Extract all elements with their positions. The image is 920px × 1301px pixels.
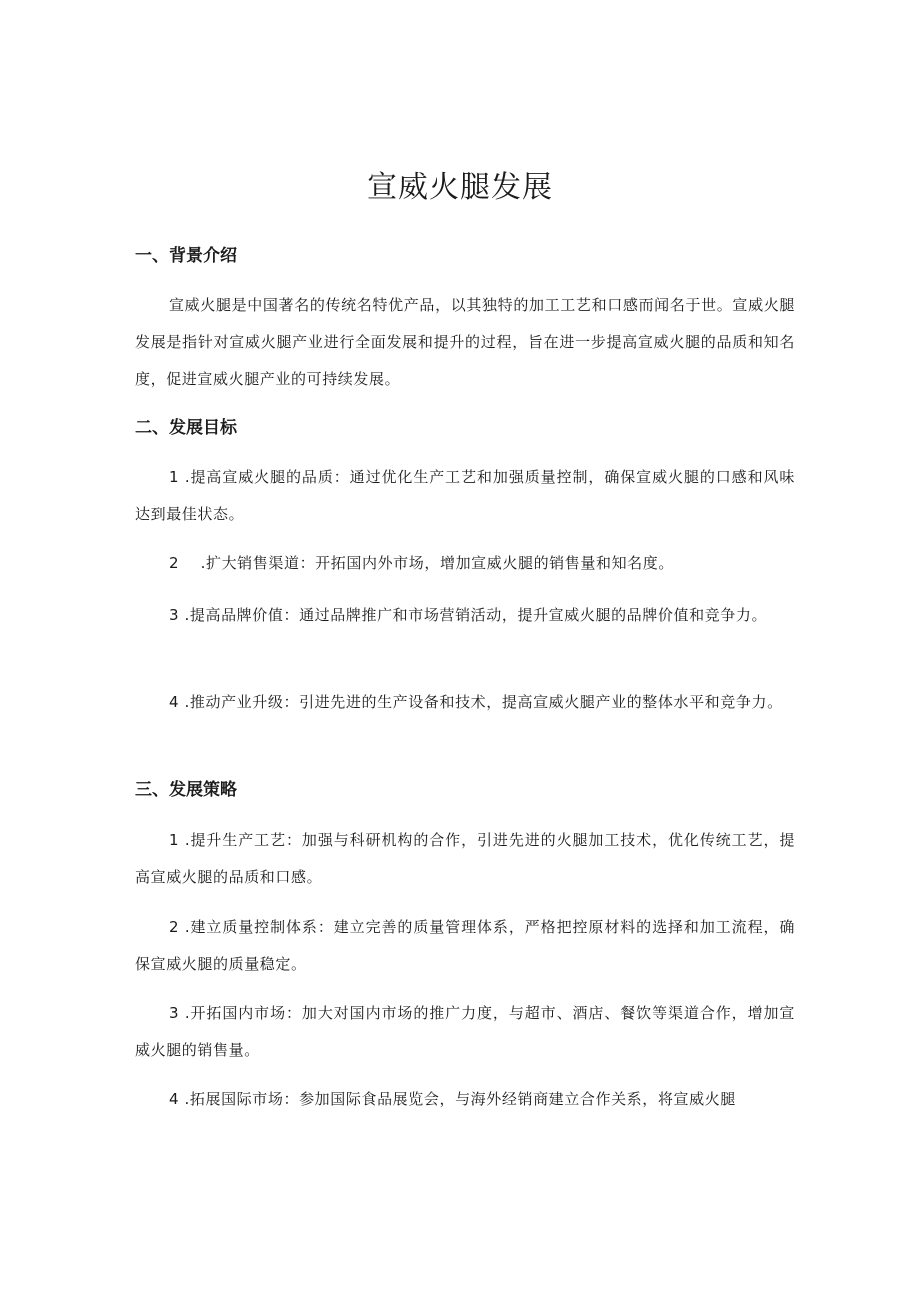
paragraph-goal-4: 4 .推动产业升级：引进先进的生产设备和技术，提高宣威火腿产业的整体水平和竞争力。 [169, 693, 783, 711]
paragraph-strategy-2: 2 .建立质量控制体系：建立完善的质量管理体系，严格把控原材料的选择和加工流程，确保宣威火腿的质量稳定。 [135, 918, 795, 973]
section-heading-strategy: 三、发展策略 [135, 780, 237, 800]
paragraph-background: 宣威火腿是中国著名的传统名特优产品，以其独特的加工工艺和口感而闻名于世。宣威火腿发展是指针对宣威火腿产业进行全面发展和提升的过程，旨在进一步提高宣威火腿的品质和知名度，促进宣威火腿产业的可持续发展。 [135, 296, 795, 388]
paragraph-strategy-4: 4 .拓展国际市场：参加国际食品展览会，与海外经销商建立合作关系，将宣威火腿 [169, 1090, 736, 1108]
paragraph-goal-3: 3 .提高品牌价值：通过品牌推广和市场营销活动，提升宣威火腿的品牌价值和竞争力。 [169, 606, 768, 624]
paragraph-goal-1: 1 .提高宣威火腿的品质：通过优化生产工艺和加强质量控制，确保宣威火腿的口感和风味达到最佳状态。 [135, 468, 795, 523]
paragraph-strategy-1: 1 .提升生产工艺：加强与科研机构的合作，引进先进的火腿加工技术，优化传统工艺，提高宣威火腿的品质和口感。 [135, 831, 795, 886]
document-title: 宣威火腿发展 [367, 170, 553, 205]
paragraph-goal-2: 2 .扩大销售渠道：开拓国内外市场，增加宣威火腿的销售量和知名度。 [169, 554, 674, 572]
paragraph-strategy-3: 3 .开拓国内市场：加大对国内市场的推广力度，与超市、酒店、餐饮等渠道合作，增加宣威火腿的销售量。 [135, 1004, 795, 1059]
section-heading-goals: 二、发展目标 [135, 418, 237, 438]
section-heading-background: 一、背景介绍 [135, 246, 237, 266]
